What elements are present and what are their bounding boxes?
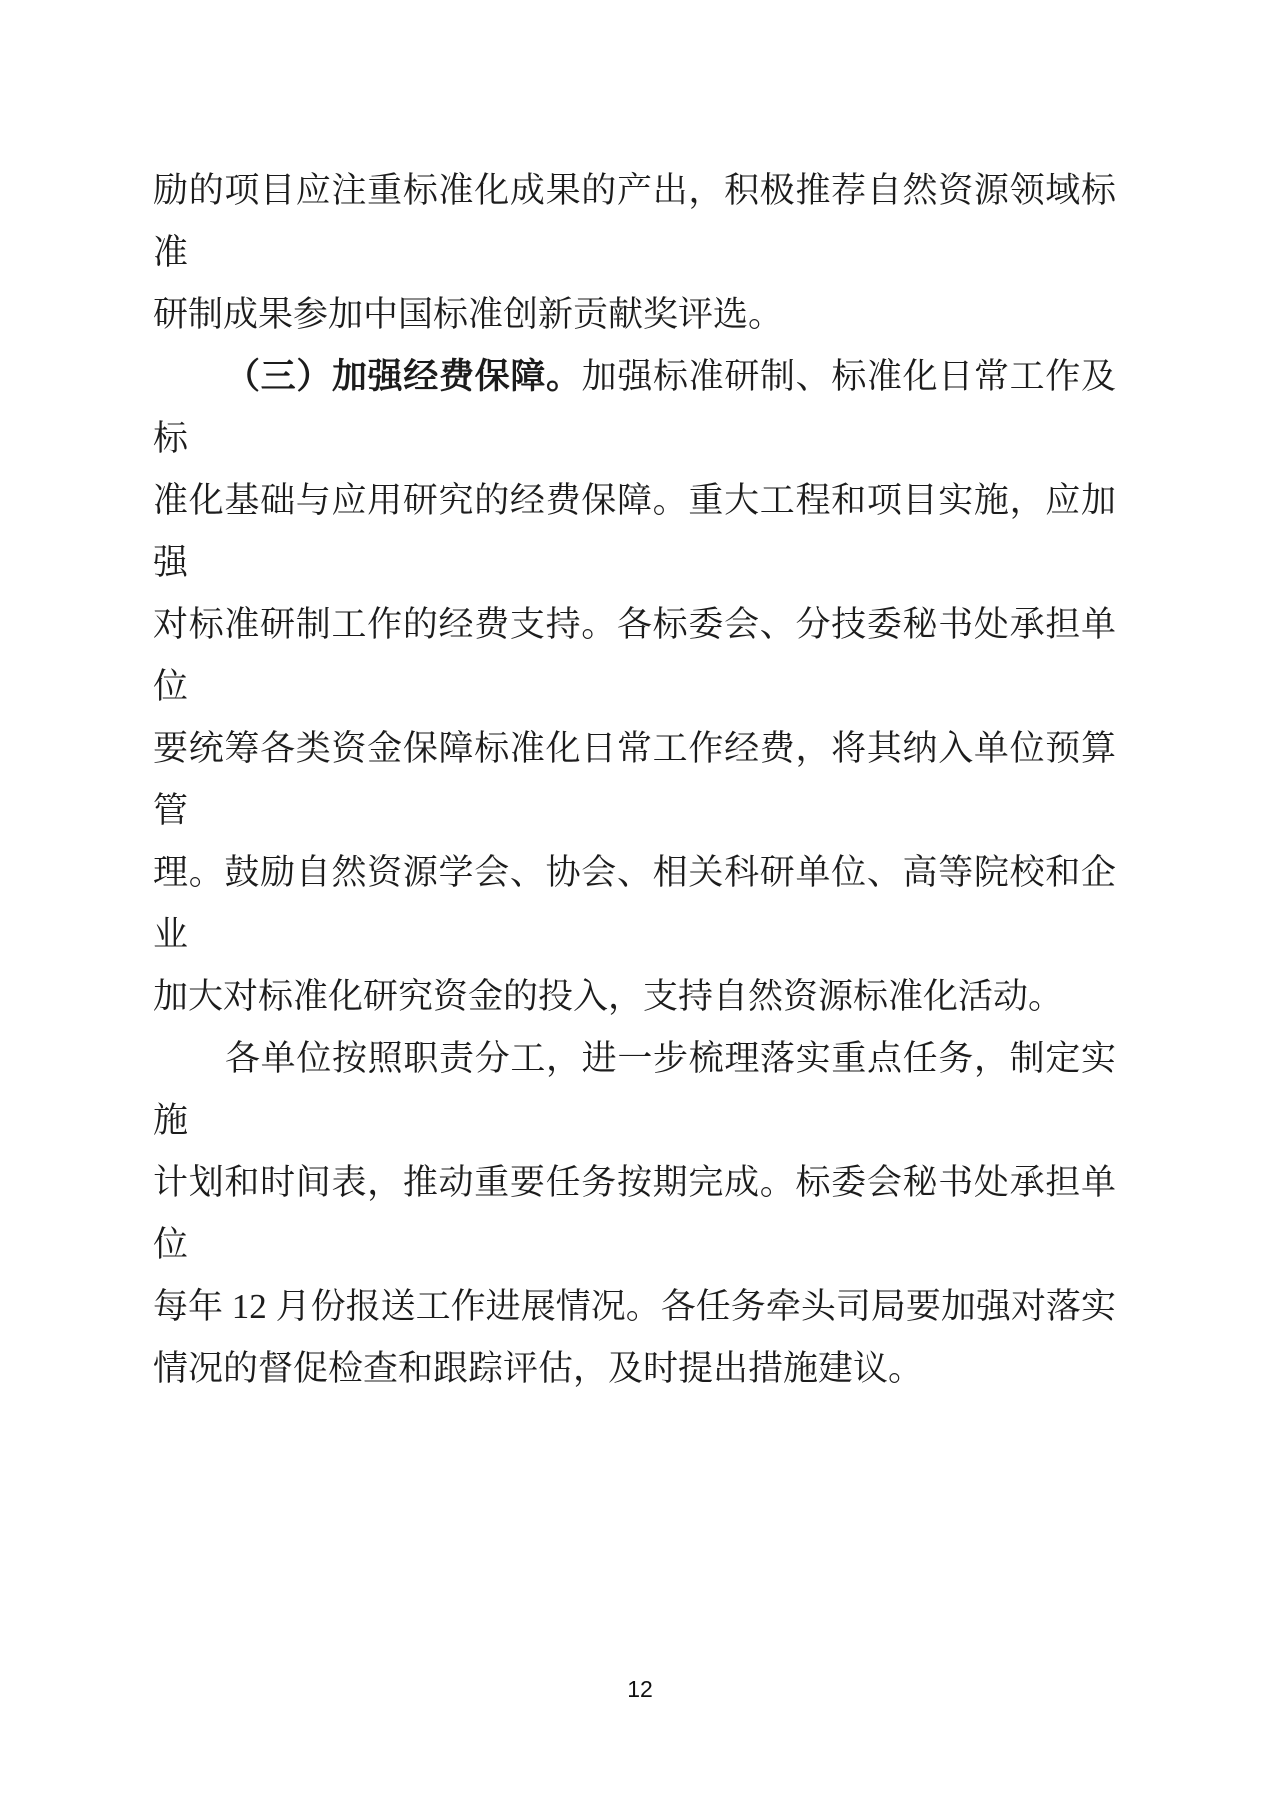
text-line xyxy=(153,1276,1116,1338)
text-line xyxy=(153,966,1116,1028)
line-text: 计划和时间表，推动重要任务按期完成。标委会秘书处承担单位 xyxy=(153,1163,1116,1264)
text-line-section-heading xyxy=(153,346,1116,470)
line-text: 每年 12 月份报送工作进展情况。各任务牵头司局要加强对落实 xyxy=(153,1287,1116,1326)
text-line xyxy=(153,594,1116,718)
line-text: 情况的督促检查和跟踪评估，及时提出措施建议。 xyxy=(153,1349,924,1388)
text-line xyxy=(153,1338,1116,1400)
text-line xyxy=(153,160,1116,284)
page-number: 12 xyxy=(627,1676,653,1702)
document-body xyxy=(153,160,1116,1400)
text-line xyxy=(153,842,1116,966)
line-text: 加强标准研制、标准化日常工作及标 xyxy=(153,357,1116,458)
line-text: 加大对标准化研究资金的投入，支持自然资源标准化活动。 xyxy=(153,977,1064,1016)
line-text: 理。鼓励自然资源学会、协会、相关科研单位、高等院校和企业 xyxy=(153,853,1116,954)
line-text: 各单位按照职责分工，进一步梳理落实重点任务，制定实施 xyxy=(153,1039,1116,1140)
text-line xyxy=(153,284,1116,346)
section-heading: （三）加强经费保障。 xyxy=(225,357,582,396)
text-line xyxy=(153,1152,1116,1276)
line-text: 研制成果参加中国标准创新贡献奖评选。 xyxy=(153,295,784,334)
line-text: 对标准研制工作的经费支持。各标委会、分技委秘书处承担单位 xyxy=(153,605,1116,706)
line-text: 要统筹各类资金保障标准化日常工作经费，将其纳入单位预算管 xyxy=(153,729,1116,830)
text-line-paragraph-start xyxy=(153,1028,1116,1152)
text-line xyxy=(153,718,1116,842)
text-line xyxy=(153,470,1116,594)
line-text: 准化基础与应用研究的经费保障。重大工程和项目实施，应加强 xyxy=(153,481,1116,582)
line-text: 励的项目应注重标准化成果的产出，积极推荐自然资源领域标准 xyxy=(153,171,1116,272)
